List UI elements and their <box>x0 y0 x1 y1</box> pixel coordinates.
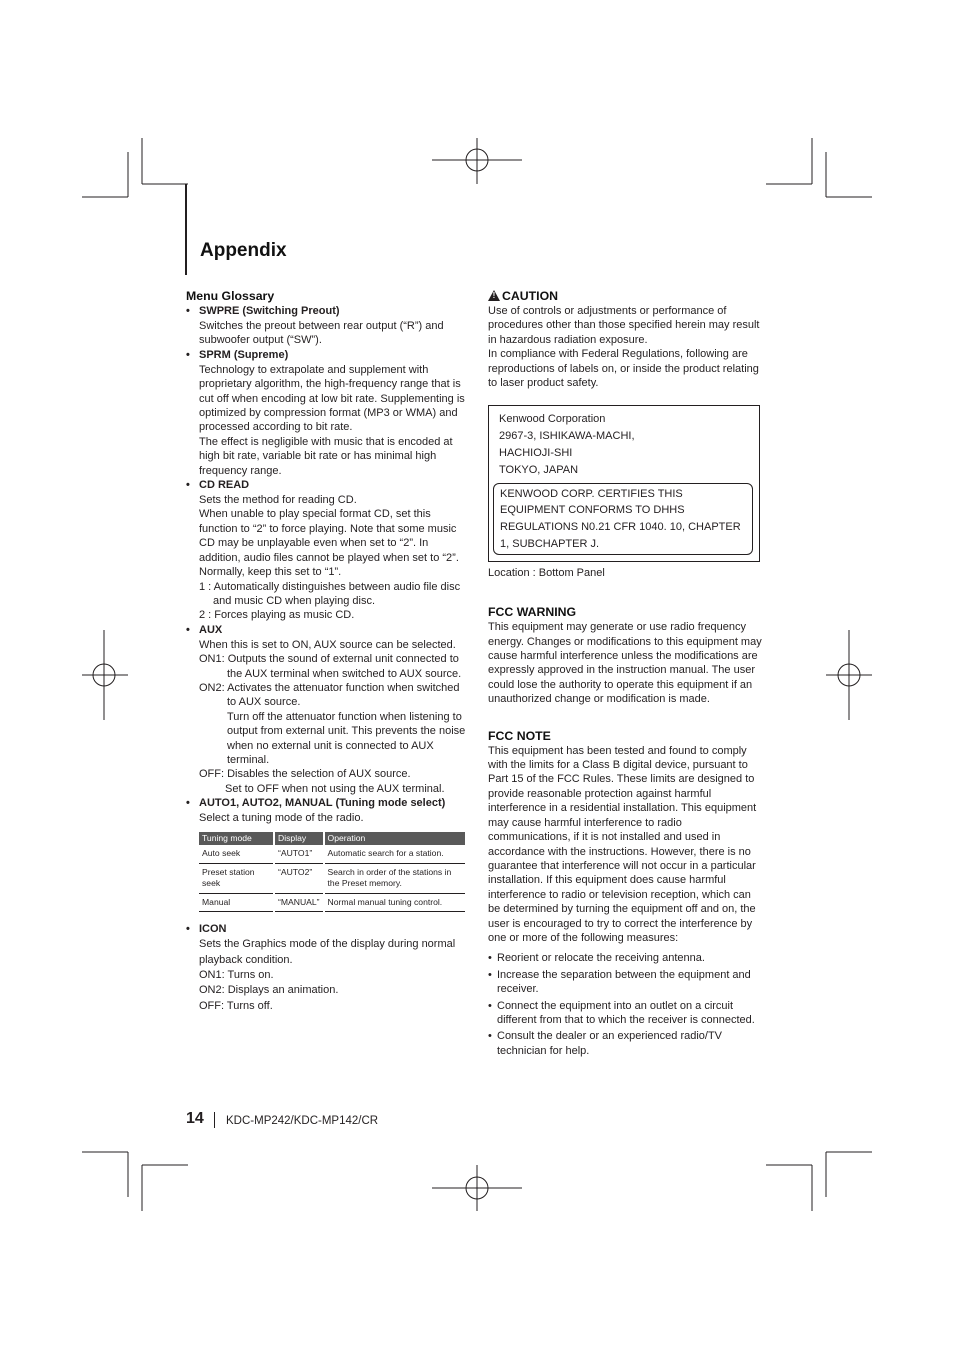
glossary-option: ON2: Displays an animation. <box>199 984 339 997</box>
caution-heading-text: CAUTION <box>502 289 559 303</box>
list-item-text: Consult the dealer or an experienced radio/TV technician for help. <box>497 1030 723 1057</box>
bullet-icon: • <box>488 1030 492 1043</box>
glossary-text: When unable to play special format CD, set this function to “2” to force playing. Note that some music CD may be unplayable even when set to “2”. In addition, audio files cannot be played when set to “2”. Normally, keep this set to “1”. <box>199 508 459 579</box>
label-location: Location : Bottom Panel <box>488 566 605 579</box>
list-item-text: Increase the separation between the equipment and receiver. <box>497 968 751 996</box>
glossary-option: OFF: Turns off. <box>199 999 273 1012</box>
glossary-item-tuning-mode <box>186 796 468 825</box>
page-number: 14 <box>186 1110 204 1127</box>
bullet-icon: • <box>186 797 190 810</box>
glossary-text: Sets the Graphics mode of the display during normal playback condition. <box>199 938 456 966</box>
table-header-row <box>199 832 465 846</box>
glossary-text: Select a tuning mode of the radio. <box>199 812 364 825</box>
glossary-option: ON1: Outputs the sound of external unit connected to the AUX terminal when switched to AUX source. <box>199 653 462 680</box>
table-row <box>199 893 465 912</box>
menu-glossary-heading: Menu Glossary <box>186 289 275 303</box>
warning-triangle-icon: ! <box>488 290 500 301</box>
bullet-icon: • <box>488 968 492 981</box>
model-number: KDC-MP242/KDC-MP142/CR <box>226 1115 379 1127</box>
table-header: Tuning mode <box>199 832 274 846</box>
bullet-icon: • <box>186 348 190 361</box>
glossary-text: Technology to extrapolate and supplement with proprietary algorithm, the high-frequency range that is cut off when encoding at low bit rate. Supplementing is optimized by compression format (MP3 or WMA) and processed according to bit rate. <box>199 363 465 434</box>
fcc-warning-text: This equipment may generate or use radio frequency energy. Changes or modifications to this equipment may cause harmful interference unless the modifications are expressly approved in the instruction manual. The user could lose the authority to operate this equipment if an unauthorized change or modification is made. <box>488 621 762 706</box>
right-column <box>488 288 764 1060</box>
glossary-text: When this is set to ON, AUX source can be selected. <box>199 638 456 651</box>
table-cell: Auto seek <box>199 845 274 863</box>
glossary-item-sprm <box>186 348 468 478</box>
glossary-item-aux <box>186 623 468 796</box>
list-item <box>488 951 764 965</box>
fcc-note-heading: FCC NOTE <box>488 728 551 743</box>
table-row <box>199 863 465 893</box>
glossary-option: 2 : Forces playing as music CD. <box>199 609 355 622</box>
bullet-icon: • <box>186 479 190 492</box>
laser-label-box <box>488 405 760 561</box>
table-cell: “AUTO2” <box>274 863 324 893</box>
list-item <box>488 1029 764 1058</box>
table-cell: Preset station seek <box>199 863 274 893</box>
page-title: Appendix <box>200 240 287 261</box>
glossary-option-note: Turn off the attenuator function when listening to output from external unit. This prevents the noise when no external unit is connected to AUX terminal. <box>227 710 466 766</box>
bullet-icon: • <box>488 952 492 965</box>
label-line: 2967-3, ISHIKAWA-MACHI, <box>499 430 635 443</box>
list-item-text: Connect the equipment into an outlet on a circuit different from that to which the receiver is connected. <box>497 999 755 1026</box>
bullet-icon: • <box>488 999 492 1012</box>
table-cell: Normal manual tuning control. <box>324 893 465 912</box>
glossary-option-note: Set to OFF when not using the AUX terminal. <box>225 782 445 795</box>
table-cell: “MANUAL” <box>274 893 324 912</box>
table-cell: Manual <box>199 893 274 912</box>
glossary-term: AUX <box>199 623 223 636</box>
list-item-text: Reorient or relocate the receiving antenna. <box>497 952 705 965</box>
glossary-text: The effect is negligible with music that is encoded at high bit rate, variable bit rate or has minimal high frequency range. <box>199 435 453 477</box>
table-header: Display <box>274 832 324 846</box>
glossary-term: ICON <box>199 923 227 936</box>
glossary-term: CD READ <box>199 479 250 492</box>
bullet-icon: • <box>186 923 190 936</box>
certification-label: KENWOOD CORP. CERTIFIES THIS EQUIPMENT CONFORMS TO DHHS REGULATIONS N0.21 CFR 1040. 10, CHAPTER 1, SUBCHAPTER J. <box>493 483 753 555</box>
glossary-item-icon <box>186 922 468 1014</box>
bullet-icon: • <box>186 623 190 636</box>
glossary-item-cd-read <box>186 478 468 623</box>
table-cell: Search in order of the stations in the Preset memory. <box>324 863 465 893</box>
glossary-text: Switches the preout between rear output (“R”) and subwoofer output (“SW”). <box>199 320 444 347</box>
glossary-option: 1 : Automatically distinguishes between audio file disc and music CD when playing disc. <box>199 580 461 607</box>
caution-paragraph: In compliance with Federal Regulations, following are reproductions of labels on, or inside the product relating to laser product safety. <box>488 348 759 390</box>
table-cell: Automatic search for a station. <box>324 845 465 863</box>
glossary-option: ON2: Activates the attenuator function when switched to AUX source. <box>199 681 460 709</box>
glossary-option: ON1: Turns on. <box>199 968 274 981</box>
label-line: Kenwood Corporation <box>499 413 606 426</box>
table-header: Operation <box>324 832 465 846</box>
glossary-option: OFF: Disables the selection of AUX source. <box>199 768 411 781</box>
glossary-text: Sets the method for reading CD. <box>199 494 357 507</box>
bullet-icon: • <box>186 305 190 317</box>
caution-paragraph: Use of controls or adjustments or performance of procedures other than those specified herein may result in hazardous radiation exposure. <box>488 305 760 346</box>
footer-divider <box>214 1112 215 1128</box>
tuning-mode-table <box>199 832 465 913</box>
label-line: HACHIOJI-SHI <box>499 447 573 460</box>
label-line: TOKYO, JAPAN <box>499 463 579 476</box>
fcc-note-text: This equipment has been tested and found to comply with the limits for a Class B digital device, pursuant to Part 15 of the FCC Rules. These limits are designed to provide reasonable protection against harmful interference in a residential installation. This equipment may cause harmful interference to radio communications, if it is not installed and used in accordance with the instructions. However, there is no guarantee that interference will not occur in a particular installation. If this equipment does cause harmful interference to radio or television reception, which can be determined by turning the equipment off and on, the user is encouraged to try to correct the interference by one or more of the following measures: <box>488 744 757 944</box>
glossary-item-swpre <box>186 304 468 348</box>
glossary-term: SWPRE (Switching Preout) <box>199 305 340 317</box>
table-row <box>199 845 465 863</box>
fcc-warning-heading: FCC WARNING <box>488 605 577 620</box>
caution-heading <box>488 288 764 304</box>
list-item <box>488 999 764 1028</box>
menu-glossary <box>186 288 468 1014</box>
fcc-measures-list <box>488 951 764 1058</box>
glossary-term: AUTO1, AUTO2, MANUAL (Tuning mode select) <box>199 797 446 810</box>
table-cell: “AUTO1” <box>274 845 324 863</box>
list-item <box>488 968 764 997</box>
glossary-term: SPRM (Supreme) <box>199 348 289 361</box>
title-rule <box>185 184 187 275</box>
